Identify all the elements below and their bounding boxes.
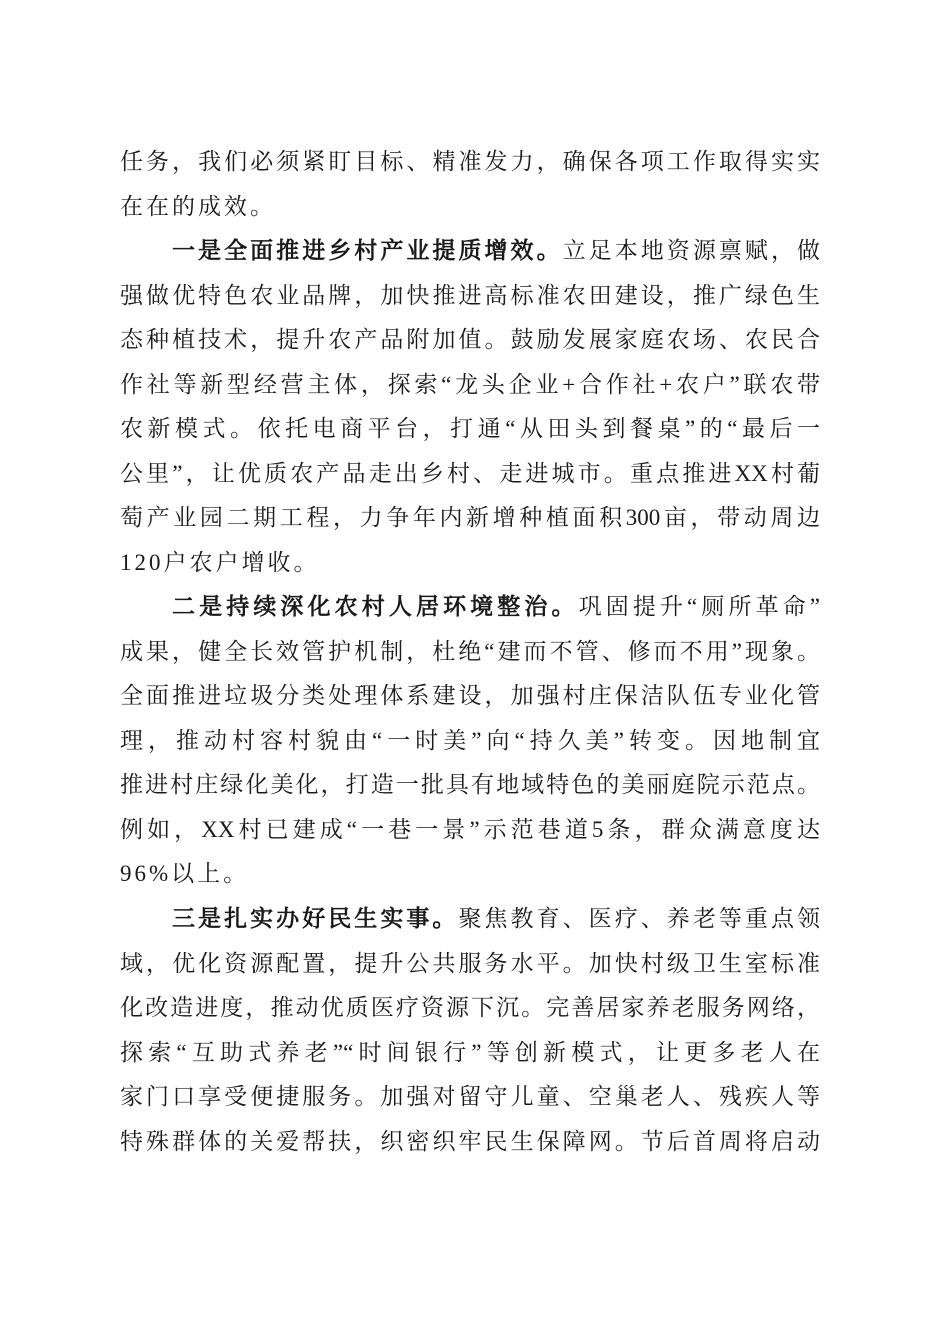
paragraph-text: 巩固提升“厕所革命” xyxy=(578,594,821,619)
text-line: 120户农户增收。 xyxy=(120,550,320,575)
text-line: 在在的成效。 xyxy=(120,194,276,219)
text-line: 化改造进度，推动优质医疗资源下沉。完善居家养老服务网络， xyxy=(120,995,820,1020)
text-line: 全面推进垃圾分类处理体系建设，加强村庄保洁队伍专业化管 xyxy=(120,683,820,708)
text-line: 作社等新型经营主体，探索“龙头企业+合作社+农户”联农带 xyxy=(120,372,820,397)
text-line: 理，推动村容村貌由“一时美”向“持久美”转变。因地制宜 xyxy=(120,728,820,753)
paragraph-heading: 三是扎实办好民生实事。 xyxy=(172,906,459,931)
paragraph-first-line xyxy=(172,897,820,941)
text-line: 萄产业园二期工程，力争年内新增种植面积300亩，带动周边 xyxy=(120,505,820,530)
paragraph-first-line xyxy=(172,585,820,629)
text-line: 成果，健全长效管护机制，杜绝“建而不管、修而不用”现象。 xyxy=(120,639,820,664)
text-line: 强做优特色农业品牌，加快推进高标准农田建设，推广绿色生 xyxy=(120,283,820,308)
text-line: 农新模式。依托电商平台，打通“从田头到餐桌”的“最后一 xyxy=(120,416,820,441)
paragraph-heading: 二是持续深化农村人居环境整治。 xyxy=(172,594,579,619)
paragraph-text: 聚焦教育、医疗、养老等重点领 xyxy=(458,906,821,931)
text-line: 家门口享受便捷服务。加强对留守儿童、空巢老人、残疾人等 xyxy=(120,1084,820,1109)
text-line: 态种植技术，提升农产品附加值。鼓励发展家庭农场、农民合 xyxy=(120,327,820,352)
text-line: 域，优化资源配置，提升公共服务水平。加快村级卫生室标准 xyxy=(120,951,820,976)
text-line: 公里”，让优质农产品走出乡村、走进城市。重点推进XX村葡 xyxy=(120,461,820,486)
paragraph-first-line xyxy=(172,229,820,273)
text-line: 96%以上。 xyxy=(120,861,250,886)
text-line: 探索“互助式养老”“时间银行”等创新模式，让更多老人在 xyxy=(120,1040,820,1065)
text-line: 特殊群体的关爱帮扶，织密织牢民生保障网。节后首周将启动 xyxy=(120,1129,820,1154)
text-line: 例如，XX村已建成“一巷一景”示范巷道5条，群众满意度达 xyxy=(120,817,820,842)
paragraph-text: 立足本地资源禀赋，做 xyxy=(562,238,821,263)
paragraph-heading: 一是全面推进乡村产业提质增效。 xyxy=(172,238,563,263)
text-line: 任务，我们必须紧盯目标、精准发力，确保各项工作取得实实 xyxy=(120,149,820,174)
text-line: 推进村庄绿化美化，打造一批具有地域特色的美丽庭院示范点。 xyxy=(120,772,820,797)
